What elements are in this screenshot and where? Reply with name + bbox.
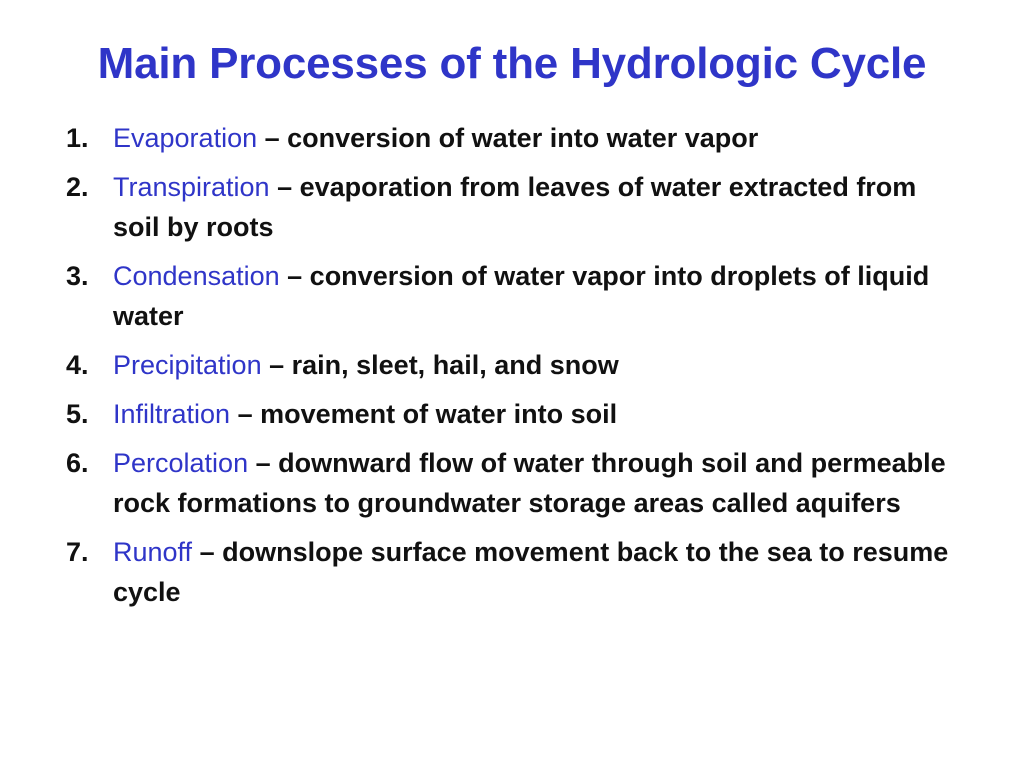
- process-item-transpiration: [66, 167, 966, 247]
- item-separator: –: [269, 172, 300, 202]
- item-number: 4.: [66, 350, 89, 380]
- item-term: Infiltration: [113, 399, 231, 429]
- process-item-percolation: [66, 443, 966, 523]
- item-number: 3.: [66, 261, 89, 291]
- item-description: conversion of water vapor into droplets of liquid water: [113, 261, 930, 331]
- item-number: 6.: [66, 448, 89, 478]
- item-number: 5.: [66, 399, 89, 429]
- item-separator: –: [279, 261, 310, 291]
- item-description: downward flow of water through soil and permeable rock formations to groundwater storage areas called aquifers: [113, 448, 946, 518]
- process-list: [66, 118, 966, 621]
- item-number: 2.: [66, 172, 89, 202]
- item-term: Runoff: [113, 537, 193, 567]
- process-item-runoff: [66, 532, 966, 612]
- item-separator: –: [257, 123, 288, 153]
- item-separator: –: [261, 350, 292, 380]
- item-number: 1.: [66, 123, 89, 153]
- item-description: movement of water into soil: [260, 399, 618, 429]
- item-term: Condensation: [113, 261, 280, 291]
- item-separator: –: [230, 399, 261, 429]
- process-item-condensation: [66, 256, 966, 336]
- slide-title: Main Processes of the Hydrologic Cycle: [97, 39, 927, 88]
- item-term: Percolation: [113, 448, 249, 478]
- process-item-precipitation: [66, 345, 966, 385]
- item-description: rain, sleet, hail, and snow: [291, 350, 619, 380]
- process-item-infiltration: [66, 394, 966, 434]
- item-term: Transpiration: [113, 172, 270, 202]
- item-description: conversion of water into water vapor: [287, 123, 759, 153]
- item-description: downslope surface movement back to the sea to resume cycle: [113, 537, 949, 607]
- item-separator: –: [192, 537, 223, 567]
- process-item-evaporation: [66, 118, 966, 158]
- item-description: evaporation from leaves of water extracted from soil by roots: [113, 172, 917, 242]
- item-term: Evaporation: [113, 123, 258, 153]
- item-term: Precipitation: [113, 350, 262, 380]
- item-separator: –: [248, 448, 279, 478]
- item-number: 7.: [66, 537, 89, 567]
